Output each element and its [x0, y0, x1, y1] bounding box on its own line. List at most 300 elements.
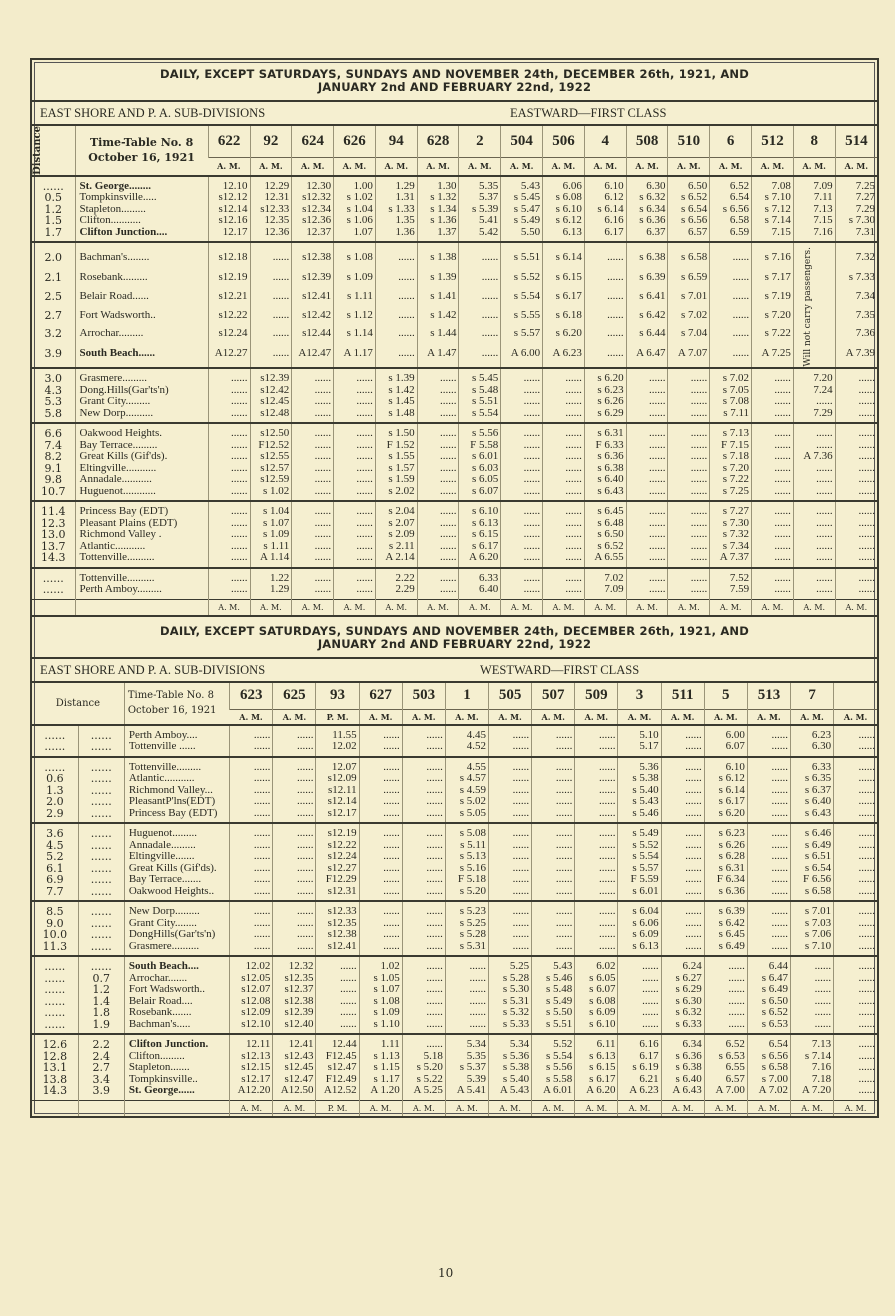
- table-row: [32, 423, 877, 440]
- distance-cell: 12.6: [32, 1034, 78, 1051]
- time-cell: s 6.14: [584, 204, 626, 216]
- time-cell: ......: [747, 840, 790, 852]
- time-cell: ......: [250, 325, 292, 344]
- time-cell: ......: [250, 242, 292, 269]
- time-cell: ......: [501, 568, 543, 585]
- time-cell: A 5.41: [445, 1085, 488, 1100]
- distance-cell: ......: [32, 757, 78, 774]
- time-cell: s12.08: [230, 996, 273, 1008]
- time-cell: ......: [618, 984, 661, 996]
- time-cell: s 7.13: [710, 423, 752, 440]
- table-row: [32, 725, 877, 742]
- time-cell: 6.12: [584, 192, 626, 204]
- time-cell: ......: [834, 886, 877, 902]
- station-name: Pleasant Plains (EDT): [75, 518, 208, 530]
- time-cell: ......: [489, 725, 532, 742]
- time-cell: s 7.22: [752, 325, 794, 344]
- time-cell: ......: [661, 725, 704, 742]
- time-cell: ......: [791, 984, 834, 996]
- distance-cell: 13.0: [41, 529, 66, 541]
- table-row: [32, 973, 877, 985]
- time-cell: s 1.08: [359, 996, 402, 1008]
- time-cell: s 5.48: [459, 385, 501, 397]
- time-cell: s12.18: [208, 242, 250, 269]
- time-cell: s 6.17: [575, 1074, 618, 1086]
- time-cell: ......: [626, 568, 668, 585]
- ampm-label: A. M.: [402, 709, 445, 725]
- time-cell: 7.15: [752, 227, 794, 243]
- table-row: [32, 584, 877, 599]
- time-cell: s 1.02: [334, 192, 376, 204]
- ampm-label: A. M.: [292, 157, 334, 175]
- time-cell: A 6.47: [626, 343, 668, 368]
- time-cell: 6.57: [668, 227, 710, 243]
- time-cell: s 7.01: [791, 901, 834, 918]
- time-cell: s12.47: [316, 1062, 359, 1074]
- time-cell: s 6.07: [459, 486, 501, 502]
- time-cell: ......: [501, 541, 543, 553]
- time-cell: ......: [668, 568, 710, 585]
- time-cell: ......: [359, 886, 402, 902]
- time-cell: ......: [459, 269, 501, 288]
- time-cell: ......: [273, 863, 316, 875]
- time-cell: ......: [793, 486, 835, 502]
- ampm-label: A. M.: [459, 157, 501, 175]
- time-cell: ......: [710, 325, 752, 344]
- time-cell: ......: [626, 518, 668, 530]
- table-row: [32, 1051, 877, 1063]
- time-cell: s 6.38: [626, 242, 668, 269]
- time-cell: s 5.40: [618, 785, 661, 797]
- time-cell: ......: [791, 956, 834, 973]
- time-cell: ......: [250, 343, 292, 368]
- time-cell: ......: [208, 518, 250, 530]
- time-cell: s12.14: [208, 204, 250, 216]
- distance-cell: ......: [44, 995, 66, 1008]
- time-cell: ......: [834, 757, 877, 774]
- time-cell: 6.17: [618, 1051, 661, 1063]
- ampm-label: A. M.: [668, 599, 710, 615]
- time-cell: ......: [626, 552, 668, 568]
- time-cell: ......: [668, 474, 710, 486]
- time-cell: s12.24: [208, 325, 250, 344]
- time-cell: s 5.31: [489, 996, 532, 1008]
- time-cell: 6.55: [704, 1062, 747, 1074]
- ampm-label: A. M.: [584, 599, 626, 615]
- table-row: [32, 396, 877, 408]
- time-cell: ......: [626, 486, 668, 502]
- time-cell: ......: [626, 440, 668, 452]
- time-cell: ......: [747, 941, 790, 957]
- time-cell: ......: [402, 984, 445, 996]
- time-cell: 7.25: [835, 176, 877, 193]
- time-cell: s 6.04: [618, 901, 661, 918]
- time-cell: s 5.23: [445, 901, 488, 918]
- time-cell: ......: [543, 541, 585, 553]
- time-cell: ......: [575, 874, 618, 886]
- time-cell: ......: [834, 1051, 877, 1063]
- distance-cell: 14.3: [41, 552, 66, 565]
- time-cell: 7.08: [752, 176, 794, 193]
- station-name: Princess Bay (EDT): [124, 808, 229, 824]
- time-cell: ......: [532, 785, 575, 797]
- time-cell: s 1.42: [375, 385, 417, 397]
- time-cell: ......: [747, 901, 790, 918]
- time-cell: F12.45: [316, 1051, 359, 1063]
- time-cell: ......: [532, 757, 575, 774]
- timetable-date: October 16, 1921: [88, 151, 195, 165]
- time-cell: s 5.11: [445, 840, 488, 852]
- time-cell: F 7.15: [710, 440, 752, 452]
- time-cell: 7.36: [835, 325, 877, 344]
- time-cell: ......: [375, 325, 417, 344]
- time-cell: s 6.43: [584, 486, 626, 502]
- time-cell: ......: [292, 552, 334, 568]
- time-cell: 6.07: [704, 741, 747, 757]
- time-cell: ......: [402, 840, 445, 852]
- time-cell: s 6.29: [661, 984, 704, 996]
- time-cell: s12.39: [292, 269, 334, 288]
- time-cell: ......: [334, 501, 376, 518]
- ampm-label: A. M.: [752, 599, 794, 615]
- time-cell: ......: [417, 385, 459, 397]
- time-cell: ......: [208, 396, 250, 408]
- time-cell: ......: [459, 242, 501, 269]
- time-cell: ......: [668, 463, 710, 475]
- time-cell: 7.52: [710, 568, 752, 585]
- time-cell: ......: [292, 385, 334, 397]
- time-cell: ......: [575, 863, 618, 875]
- time-cell: s 6.52: [668, 192, 710, 204]
- time-cell: ......: [359, 874, 402, 886]
- time-cell: ......: [417, 541, 459, 553]
- time-cell: ......: [543, 518, 585, 530]
- time-cell: ......: [834, 901, 877, 918]
- station-name: Rosebank.........: [75, 269, 208, 288]
- distance-cell: 2.1: [44, 271, 62, 285]
- station-name: Clifton.........: [124, 1051, 229, 1063]
- time-cell: s 1.13: [359, 1051, 402, 1063]
- time-cell: s 5.47: [501, 204, 543, 216]
- time-cell: s 1.07: [250, 518, 292, 530]
- distance-cell: ......: [78, 941, 124, 957]
- time-cell: ......: [402, 929, 445, 941]
- time-cell: ......: [402, 863, 445, 875]
- time-cell: s 1.11: [250, 541, 292, 553]
- table-row: [32, 501, 877, 518]
- table-row: [32, 368, 877, 385]
- time-cell: ......: [292, 396, 334, 408]
- time-cell: s 6.38: [584, 463, 626, 475]
- table-row: [32, 227, 877, 243]
- time-cell: s 6.05: [575, 973, 618, 985]
- ampm-label: A. M.: [543, 157, 585, 175]
- time-cell: ......: [402, 725, 445, 742]
- train-number: 5: [704, 683, 747, 710]
- time-cell: ......: [292, 423, 334, 440]
- ampm-label: A. M.: [791, 709, 834, 725]
- time-cell: s 5.56: [532, 1062, 575, 1074]
- time-cell: ......: [752, 541, 794, 553]
- time-cell: 7.20: [793, 368, 835, 385]
- time-cell: 5.34: [445, 1034, 488, 1051]
- time-cell: ......: [334, 552, 376, 568]
- time-cell: ......: [793, 541, 835, 553]
- distance-cell: 2.4: [78, 1051, 124, 1063]
- time-cell: 5.36: [618, 757, 661, 774]
- time-cell: ......: [532, 840, 575, 852]
- station-name: Grasmere.........: [75, 368, 208, 385]
- station-name: South Beach......: [75, 343, 208, 368]
- time-cell: s 6.15: [459, 529, 501, 541]
- time-cell: ......: [230, 823, 273, 840]
- time-cell: ......: [543, 552, 585, 568]
- time-cell: ......: [334, 486, 376, 502]
- time-cell: 6.59: [710, 227, 752, 243]
- table-row: [32, 541, 877, 553]
- time-cell: A 5.25: [402, 1085, 445, 1100]
- distance-cell: ......: [44, 1018, 66, 1031]
- time-cell: s 6.36: [584, 451, 626, 463]
- time-cell: s 6.10: [459, 501, 501, 518]
- time-cell: ......: [273, 741, 316, 757]
- table-row: [32, 552, 877, 568]
- distance-cell: 13.7: [41, 540, 66, 553]
- time-cell: ......: [626, 463, 668, 475]
- time-cell: s 6.32: [661, 1007, 704, 1019]
- distance-cell: ......: [32, 176, 75, 193]
- time-cell: ......: [417, 396, 459, 408]
- time-cell: s12.09: [316, 773, 359, 785]
- time-cell: s 6.50: [747, 996, 790, 1008]
- time-cell: ......: [417, 568, 459, 585]
- train-number: 3: [618, 683, 661, 710]
- distance-cell: ......: [78, 757, 124, 774]
- time-cell: ......: [489, 773, 532, 785]
- ampm-label: A. M.: [661, 1100, 704, 1116]
- time-cell: A 7.20: [791, 1085, 834, 1100]
- time-cell: ......: [292, 368, 334, 385]
- time-cell: s 5.30: [489, 984, 532, 996]
- time-cell: ......: [834, 851, 877, 863]
- time-cell: s12.36: [292, 215, 334, 227]
- time-cell: ......: [626, 584, 668, 599]
- time-cell: ......: [834, 956, 877, 973]
- time-cell: ......: [543, 584, 585, 599]
- time-cell: s 6.40: [584, 474, 626, 486]
- time-cell: ......: [747, 874, 790, 886]
- time-cell: ......: [292, 518, 334, 530]
- time-cell: ......: [793, 423, 835, 440]
- time-cell: s 6.45: [584, 501, 626, 518]
- ampm-label: A. M.: [747, 709, 790, 725]
- time-cell: ......: [417, 529, 459, 541]
- time-cell: ......: [532, 941, 575, 957]
- time-cell: ......: [359, 785, 402, 797]
- time-cell: s 1.09: [359, 1007, 402, 1019]
- time-cell: F 5.58: [459, 440, 501, 452]
- time-cell: s 6.58: [791, 886, 834, 902]
- ampm-label: A. M.: [375, 157, 417, 175]
- time-cell: s 6.37: [791, 785, 834, 797]
- distance-cell: 2.7: [78, 1062, 124, 1074]
- time-cell: ......: [208, 451, 250, 463]
- distance-cell: 1.2: [78, 984, 124, 996]
- time-cell: ......: [445, 1007, 488, 1019]
- time-cell: s 6.56: [710, 204, 752, 216]
- time-cell: s12.21: [208, 288, 250, 307]
- table-row: [32, 1085, 877, 1100]
- ampm-label: A. M.: [626, 157, 668, 175]
- time-cell: ......: [402, 1034, 445, 1051]
- time-cell: ......: [834, 996, 877, 1008]
- station-name: Tompkinsville..: [124, 1074, 229, 1086]
- time-cell: s12.17: [230, 1074, 273, 1086]
- time-cell: ......: [747, 741, 790, 757]
- time-cell: ......: [334, 518, 376, 530]
- time-cell: 7.11: [793, 192, 835, 204]
- time-cell: s 4.57: [445, 773, 488, 785]
- distance-cell: 13.1: [42, 1062, 68, 1074]
- time-cell: ......: [532, 741, 575, 757]
- time-cell: 5.17: [618, 741, 661, 757]
- time-cell: 6.17: [584, 227, 626, 243]
- station-name: Tompkinsville.....: [75, 192, 208, 204]
- ampm-label: A. M.: [710, 157, 752, 175]
- ampm-label: A. M.: [230, 709, 273, 725]
- westward-direction: WESTWARD—FIRST CLASS: [480, 662, 640, 677]
- time-cell: s 6.33: [661, 1019, 704, 1035]
- time-cell: ......: [575, 796, 618, 808]
- ampm-label: A. M.: [489, 1100, 532, 1116]
- table-row: [32, 796, 877, 808]
- time-cell: s 5.08: [445, 823, 488, 840]
- distance-cell: 7.7: [46, 885, 64, 898]
- time-cell: ......: [292, 463, 334, 475]
- time-cell: ......: [835, 368, 877, 385]
- time-cell: 5.43: [532, 956, 575, 973]
- time-cell: ......: [273, 796, 316, 808]
- time-cell: s 6.27: [661, 973, 704, 985]
- eastward-banner-line2: JANUARY 2nd AND FEBRUARY 22nd, 1922: [317, 80, 592, 94]
- time-cell: ......: [316, 973, 359, 985]
- time-cell: 6.24: [661, 956, 704, 973]
- distance-cell: 12.8: [42, 1050, 68, 1063]
- time-cell: ......: [359, 863, 402, 875]
- time-cell: ......: [208, 584, 250, 599]
- time-cell: s 6.34: [626, 204, 668, 216]
- time-cell: ......: [230, 929, 273, 941]
- time-cell: ......: [532, 773, 575, 785]
- distance-cell: 3.9: [44, 346, 62, 360]
- table-row: [32, 518, 877, 530]
- time-cell: s 6.45: [704, 929, 747, 941]
- time-cell: s 5.46: [618, 808, 661, 824]
- time-cell: ......: [835, 474, 877, 486]
- train-number: 1: [445, 683, 488, 710]
- time-cell: 5.25: [489, 956, 532, 973]
- time-cell: 5.43: [501, 176, 543, 193]
- time-cell: s 5.49: [532, 996, 575, 1008]
- table-row: [32, 529, 877, 541]
- time-cell: ......: [273, 874, 316, 886]
- time-cell: ......: [584, 343, 626, 368]
- time-cell: s 7.14: [752, 215, 794, 227]
- time-cell: ......: [626, 541, 668, 553]
- table-row: [32, 863, 877, 875]
- timetable-page: [30, 58, 879, 1118]
- time-cell: s 6.56: [668, 215, 710, 227]
- time-cell: ......: [747, 823, 790, 840]
- time-cell: s 1.57: [375, 463, 417, 475]
- ampm-footer-row: [32, 599, 877, 615]
- time-cell: A12.27: [208, 343, 250, 368]
- time-cell: F 1.52: [375, 440, 417, 452]
- time-cell: s 5.45: [501, 192, 543, 204]
- distance-cell: 2.5: [44, 290, 62, 303]
- time-cell: s 5.25: [445, 918, 488, 930]
- time-cell: 6.06: [543, 176, 585, 193]
- ampm-label: A. M.: [704, 1100, 747, 1116]
- station-name: Bay Terrace.........: [75, 440, 208, 452]
- time-cell: 4.45: [445, 725, 488, 742]
- time-cell: ......: [704, 973, 747, 985]
- time-cell: s12.35: [273, 973, 316, 985]
- time-cell: ......: [575, 941, 618, 957]
- time-cell: s 6.39: [626, 269, 668, 288]
- time-cell: s 6.52: [584, 541, 626, 553]
- time-cell: ......: [273, 808, 316, 824]
- time-cell: s12.32: [292, 192, 334, 204]
- time-cell: s 6.36: [704, 886, 747, 902]
- time-cell: ......: [292, 408, 334, 424]
- time-cell: s 5.54: [459, 408, 501, 424]
- station-name: Fort Wadsworth..: [124, 984, 229, 996]
- time-cell: 6.58: [710, 215, 752, 227]
- time-cell: s 7.05: [710, 385, 752, 397]
- time-cell: ......: [402, 901, 445, 918]
- ampm-label: A. M.: [575, 709, 618, 725]
- time-cell: 6.16: [584, 215, 626, 227]
- time-cell: ......: [402, 823, 445, 840]
- distance-cell: ......: [78, 808, 124, 824]
- ampm-label: A. M.: [230, 1100, 273, 1116]
- station-name: Oakwood Heights.: [75, 423, 208, 440]
- westward-banner-line2: JANUARY 2nd AND FEBRUARY 22nd, 1922: [317, 636, 592, 651]
- time-cell: 7.09: [584, 584, 626, 599]
- station-name: Richmond Valley .: [75, 529, 208, 541]
- time-cell: ......: [417, 463, 459, 475]
- time-cell: 1.00: [334, 176, 376, 193]
- train-number: 511: [661, 683, 704, 710]
- time-cell: ......: [668, 451, 710, 463]
- time-cell: ......: [752, 474, 794, 486]
- time-cell: ......: [834, 973, 877, 985]
- time-cell: ......: [543, 474, 585, 486]
- time-cell: 1.29: [250, 584, 292, 599]
- distance-header: [32, 683, 124, 725]
- time-cell: ......: [402, 874, 445, 886]
- time-cell: ......: [791, 996, 834, 1008]
- station-name: Belair Road....: [124, 996, 229, 1008]
- distance-cell: 3.9: [78, 1085, 124, 1100]
- time-cell: s12.33: [250, 204, 292, 216]
- time-cell: ......: [359, 773, 402, 785]
- time-cell: s 1.39: [417, 269, 459, 288]
- time-cell: s 1.12: [334, 306, 376, 325]
- eastward-direction: EASTWARD—FIRST CLASS: [510, 106, 667, 120]
- time-cell: s 1.33: [375, 204, 417, 216]
